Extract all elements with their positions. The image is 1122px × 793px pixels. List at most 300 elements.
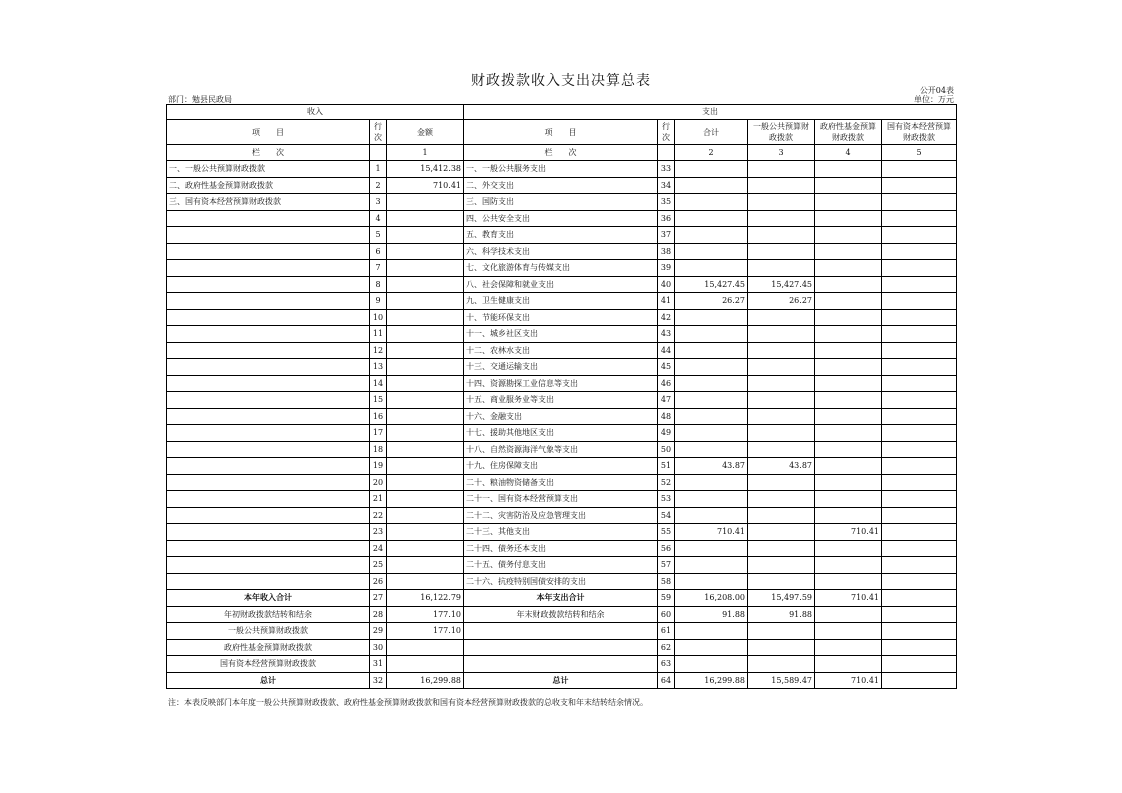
income-amount-cell — [387, 243, 464, 260]
expense-item-cell: 十六、金融支出 — [464, 408, 658, 425]
state-capital-cell — [882, 375, 957, 392]
expense-item-cell: 十一、城乡社区支出 — [464, 326, 658, 343]
table-row — [167, 606, 957, 623]
expense-rowno-cell: 55 — [658, 524, 675, 541]
lanci-label: 栏 次 — [167, 145, 370, 161]
total-cell — [675, 359, 748, 376]
income-amount-cell — [387, 260, 464, 277]
expense-rowno-cell: 61 — [658, 623, 675, 640]
expense-item-cell: 二十、粮油物资储备支出 — [464, 474, 658, 491]
total-cell — [675, 425, 748, 442]
table-row — [167, 573, 957, 590]
total-cell: 91.88 — [675, 606, 748, 623]
expense-item-cell: 十九、住房保障支出 — [464, 458, 658, 475]
expense-rowno-cell: 51 — [658, 458, 675, 475]
state-capital-cell — [882, 293, 957, 310]
total-header: 合计 — [675, 120, 748, 145]
general-budget-cell: 43.87 — [748, 458, 815, 475]
table-row — [167, 623, 957, 640]
income-item-cell: 总计 — [167, 672, 370, 689]
table-row — [167, 194, 957, 211]
income-rowno-cell: 18 — [370, 441, 387, 458]
income-amount-cell — [387, 441, 464, 458]
gov-fund-cell — [815, 474, 882, 491]
income-amount-cell — [387, 557, 464, 574]
income-item-cell — [167, 243, 370, 260]
total-cell — [675, 573, 748, 590]
expense-rowno-cell: 50 — [658, 441, 675, 458]
gov-fund-cell — [815, 326, 882, 343]
total-cell — [675, 474, 748, 491]
income-rowno-cell: 12 — [370, 342, 387, 359]
income-item-cell — [167, 557, 370, 574]
expense-rowno-cell: 44 — [658, 342, 675, 359]
total-cell — [675, 623, 748, 640]
state-capital-cell — [882, 656, 957, 673]
income-amount-cell — [387, 194, 464, 211]
income-amount-cell — [387, 293, 464, 310]
gov-fund-header: 政府性基金预算财政拨款 — [815, 120, 882, 145]
gov-fund-cell — [815, 491, 882, 508]
total-cell: 43.87 — [675, 458, 748, 475]
expense-item-cell: 年末财政拨款结转和结余 — [464, 606, 658, 623]
income-rowno-cell: 28 — [370, 606, 387, 623]
gov-fund-cell — [815, 458, 882, 475]
total-cell — [675, 375, 748, 392]
total-cell — [675, 408, 748, 425]
expense-item-cell: 十八、自然资源海洋气象等支出 — [464, 441, 658, 458]
table-row — [167, 441, 957, 458]
expense-header: 支出 — [464, 105, 957, 120]
general-budget-cell — [748, 359, 815, 376]
expense-item-cell: 十五、商业服务业等支出 — [464, 392, 658, 409]
expense-rowno-cell: 37 — [658, 227, 675, 244]
expense-rowno-cell: 53 — [658, 491, 675, 508]
total-cell — [675, 540, 748, 557]
total-cell — [675, 342, 748, 359]
table-row — [167, 342, 957, 359]
income-item-cell — [167, 524, 370, 541]
total-cell — [675, 491, 748, 508]
gov-fund-cell — [815, 656, 882, 673]
general-budget-cell — [748, 425, 815, 442]
income-item-cell — [167, 491, 370, 508]
state-capital-cell — [882, 540, 957, 557]
expense-rowno-header: 行次 — [658, 120, 675, 145]
income-item-cell — [167, 573, 370, 590]
income-rowno-cell: 3 — [370, 194, 387, 211]
expense-rowno-cell: 58 — [658, 573, 675, 590]
income-amount-cell — [387, 540, 464, 557]
gov-fund-cell — [815, 573, 882, 590]
gov-fund-cell — [815, 194, 882, 211]
state-capital-cell — [882, 425, 957, 442]
general-budget-cell — [748, 161, 815, 178]
table-row — [167, 672, 957, 689]
gov-fund-cell — [815, 425, 882, 442]
income-item-cell: 一、一般公共预算财政拨款 — [167, 161, 370, 178]
table-row — [167, 590, 957, 607]
table-row — [167, 309, 957, 326]
income-amount-cell: 177.10 — [387, 623, 464, 640]
gov-fund-cell — [815, 557, 882, 574]
expense-item-cell: 十七、援助其他地区支出 — [464, 425, 658, 442]
expense-item-cell: 十四、资源勘探工业信息等支出 — [464, 375, 658, 392]
income-amount-cell — [387, 573, 464, 590]
income-item-cell: 年初财政拨款结转和结余 — [167, 606, 370, 623]
income-rowno-header: 行次 — [370, 120, 387, 145]
general-budget-cell — [748, 557, 815, 574]
expense-rowno-cell: 41 — [658, 293, 675, 310]
income-item-cell: 国有资本经营预算财政拨款 — [167, 656, 370, 673]
gov-fund-cell — [815, 441, 882, 458]
income-item-cell — [167, 458, 370, 475]
general-budget-cell — [748, 474, 815, 491]
income-rowno-cell: 13 — [370, 359, 387, 376]
expense-rowno-cell: 60 — [658, 606, 675, 623]
general-budget-cell — [748, 408, 815, 425]
income-header: 收入 — [167, 105, 464, 120]
expense-item-cell — [464, 639, 658, 656]
general-budget-cell — [748, 623, 815, 640]
lanci-blank — [658, 145, 675, 161]
lanci-col1: 1 — [387, 145, 464, 161]
state-capital-cell — [882, 507, 957, 524]
general-budget-cell — [748, 309, 815, 326]
total-cell — [675, 260, 748, 277]
income-amount-cell: 710.41 — [387, 177, 464, 194]
income-item-cell — [167, 342, 370, 359]
expense-item-cell: 十三、交通运输支出 — [464, 359, 658, 376]
gov-fund-cell — [815, 540, 882, 557]
state-capital-cell — [882, 326, 957, 343]
state-capital-cell — [882, 524, 957, 541]
expense-rowno-cell: 46 — [658, 375, 675, 392]
income-amount-cell — [387, 507, 464, 524]
income-rowno-cell: 2 — [370, 177, 387, 194]
expense-item-cell: 总计 — [464, 672, 658, 689]
gov-fund-cell — [815, 639, 882, 656]
expense-rowno-cell: 38 — [658, 243, 675, 260]
income-amount-cell — [387, 639, 464, 656]
income-amount-cell: 177.10 — [387, 606, 464, 623]
income-amount-cell — [387, 425, 464, 442]
lanci-col5: 5 — [882, 145, 957, 161]
income-item-cell: 二、政府性基金预算财政拨款 — [167, 177, 370, 194]
general-budget-cell: 26.27 — [748, 293, 815, 310]
general-budget-cell: 91.88 — [748, 606, 815, 623]
table-row — [167, 161, 957, 178]
state-capital-cell — [882, 309, 957, 326]
income-item-cell: 三、国有资本经营预算财政拨款 — [167, 194, 370, 211]
total-cell: 16,299.88 — [675, 672, 748, 689]
income-item-cell: 一般公共预算财政拨款 — [167, 623, 370, 640]
gov-fund-cell — [815, 408, 882, 425]
income-amount-cell: 16,122.79 — [387, 590, 464, 607]
general-budget-cell — [748, 441, 815, 458]
gov-fund-cell: 710.41 — [815, 672, 882, 689]
income-item-cell — [167, 392, 370, 409]
expense-item-cell: 六、科学技术支出 — [464, 243, 658, 260]
total-cell: 15,427.45 — [675, 276, 748, 293]
expense-item-cell: 四、公共安全支出 — [464, 210, 658, 227]
gov-fund-cell — [815, 293, 882, 310]
income-item-cell — [167, 425, 370, 442]
income-rowno-cell: 5 — [370, 227, 387, 244]
general-budget-cell — [748, 243, 815, 260]
gov-fund-cell — [815, 243, 882, 260]
table-row — [167, 326, 957, 343]
table-row — [167, 293, 957, 310]
expense-rowno-cell: 36 — [658, 210, 675, 227]
table-row — [167, 507, 957, 524]
expense-item-cell: 十二、农林水支出 — [464, 342, 658, 359]
state-capital-cell — [882, 606, 957, 623]
expense-item-cell: 五、教育支出 — [464, 227, 658, 244]
income-rowno-cell: 4 — [370, 210, 387, 227]
total-cell — [675, 309, 748, 326]
gov-fund-cell — [815, 606, 882, 623]
state-capital-cell — [882, 359, 957, 376]
gov-fund-cell — [815, 375, 882, 392]
gov-fund-cell: 710.41 — [815, 590, 882, 607]
income-item-cell — [167, 227, 370, 244]
table-row — [167, 474, 957, 491]
income-rowno-cell: 22 — [370, 507, 387, 524]
total-cell — [675, 210, 748, 227]
total-cell — [675, 227, 748, 244]
total-cell — [675, 507, 748, 524]
table-row — [167, 260, 957, 277]
income-rowno-cell: 30 — [370, 639, 387, 656]
income-rowno-cell: 25 — [370, 557, 387, 574]
lanci-col3: 3 — [748, 145, 815, 161]
income-amount-cell — [387, 375, 464, 392]
expense-rowno-cell: 40 — [658, 276, 675, 293]
expense-rowno-cell: 49 — [658, 425, 675, 442]
total-cell — [675, 639, 748, 656]
general-budget-cell — [748, 194, 815, 211]
income-rowno-cell: 15 — [370, 392, 387, 409]
total-cell — [675, 243, 748, 260]
income-amount-cell — [387, 392, 464, 409]
table-row — [167, 524, 957, 541]
table-row — [167, 375, 957, 392]
expense-item-cell: 十、节能环保支出 — [464, 309, 658, 326]
income-rowno-cell: 31 — [370, 656, 387, 673]
total-cell — [675, 656, 748, 673]
income-item-header: 项 目 — [167, 120, 370, 145]
income-item-cell: 政府性基金预算财政拨款 — [167, 639, 370, 656]
unit-label: 单位：万元 — [914, 95, 954, 104]
income-amount-cell — [387, 342, 464, 359]
state-capital-cell — [882, 639, 957, 656]
state-capital-cell — [882, 408, 957, 425]
income-rowno-cell: 11 — [370, 326, 387, 343]
table-row — [167, 557, 957, 574]
income-item-cell — [167, 293, 370, 310]
state-capital-cell — [882, 227, 957, 244]
expense-item-cell: 二十五、债务付息支出 — [464, 557, 658, 574]
income-rowno-cell: 7 — [370, 260, 387, 277]
general-budget-cell — [748, 260, 815, 277]
expense-rowno-cell: 57 — [658, 557, 675, 574]
total-cell — [675, 326, 748, 343]
state-capital-cell — [882, 474, 957, 491]
table-row — [167, 243, 957, 260]
income-item-cell — [167, 474, 370, 491]
state-capital-header: 国有资本经营预算财政拨款 — [882, 120, 957, 145]
gov-fund-cell — [815, 161, 882, 178]
income-amount-cell — [387, 474, 464, 491]
gov-fund-cell — [815, 359, 882, 376]
total-cell — [675, 557, 748, 574]
income-amount-cell — [387, 491, 464, 508]
income-item-cell — [167, 507, 370, 524]
income-item-cell — [167, 326, 370, 343]
state-capital-cell — [882, 590, 957, 607]
total-cell: 16,208.00 — [675, 590, 748, 607]
state-capital-cell — [882, 458, 957, 475]
general-budget-cell — [748, 524, 815, 541]
expense-rowno-cell: 52 — [658, 474, 675, 491]
gov-fund-cell — [815, 507, 882, 524]
general-budget-cell — [748, 639, 815, 656]
income-amount-cell — [387, 458, 464, 475]
lanci-col2: 2 — [675, 145, 748, 161]
table-row — [167, 408, 957, 425]
income-amount-cell: 15,412.38 — [387, 161, 464, 178]
gov-fund-cell — [815, 227, 882, 244]
amount-header: 金额 — [387, 120, 464, 145]
income-rowno-cell: 14 — [370, 375, 387, 392]
income-amount-cell — [387, 210, 464, 227]
page-title: 财政拨款收入支出决算总表 — [471, 73, 651, 89]
expense-item-cell — [464, 656, 658, 673]
income-item-cell — [167, 210, 370, 227]
table-row — [167, 392, 957, 409]
state-capital-cell — [882, 260, 957, 277]
income-rowno-cell: 19 — [370, 458, 387, 475]
state-capital-cell — [882, 392, 957, 409]
table-row — [167, 276, 957, 293]
general-budget-cell — [748, 491, 815, 508]
gov-fund-cell — [815, 623, 882, 640]
expense-rowno-cell: 63 — [658, 656, 675, 673]
income-rowno-cell: 10 — [370, 309, 387, 326]
expense-item-header: 项 目 — [464, 120, 658, 145]
expense-rowno-cell: 39 — [658, 260, 675, 277]
expense-rowno-cell: 56 — [658, 540, 675, 557]
state-capital-cell — [882, 557, 957, 574]
income-item-cell — [167, 441, 370, 458]
expense-item-cell: 本年支出合计 — [464, 590, 658, 607]
state-capital-cell — [882, 276, 957, 293]
general-budget-cell — [748, 326, 815, 343]
general-budget-cell — [748, 375, 815, 392]
income-amount-cell — [387, 524, 464, 541]
lanci-col4: 4 — [815, 145, 882, 161]
gov-fund-cell — [815, 392, 882, 409]
income-item-cell — [167, 309, 370, 326]
income-item-cell — [167, 408, 370, 425]
expense-rowno-cell: 34 — [658, 177, 675, 194]
state-capital-cell — [882, 573, 957, 590]
expense-item-cell: 二十六、抗疫特别国债安排的支出 — [464, 573, 658, 590]
income-rowno-cell: 21 — [370, 491, 387, 508]
table-row — [167, 359, 957, 376]
expense-rowno-cell: 47 — [658, 392, 675, 409]
state-capital-cell — [882, 177, 957, 194]
department-label: 部门：勉县民政局 — [168, 95, 232, 104]
table-row — [167, 210, 957, 227]
lanci-label: 栏 次 — [464, 145, 658, 161]
expense-item-cell: 三、国防支出 — [464, 194, 658, 211]
income-rowno-cell: 20 — [370, 474, 387, 491]
gov-fund-cell: 710.41 — [815, 524, 882, 541]
state-capital-cell — [882, 441, 957, 458]
income-rowno-cell: 16 — [370, 408, 387, 425]
income-item-cell — [167, 375, 370, 392]
general-budget-cell — [748, 656, 815, 673]
income-rowno-cell: 9 — [370, 293, 387, 310]
state-capital-cell — [882, 243, 957, 260]
total-cell: 710.41 — [675, 524, 748, 541]
general-budget-cell — [748, 507, 815, 524]
total-cell — [675, 392, 748, 409]
expense-rowno-cell: 33 — [658, 161, 675, 178]
expense-item-cell: 二十二、灾害防治及应急管理支出 — [464, 507, 658, 524]
expense-item-cell: 九、卫生健康支出 — [464, 293, 658, 310]
general-budget-cell — [748, 573, 815, 590]
expense-item-cell — [464, 623, 658, 640]
income-amount-cell — [387, 359, 464, 376]
general-budget-cell — [748, 392, 815, 409]
expense-item-cell: 七、文化旅游体育与传媒支出 — [464, 260, 658, 277]
gov-fund-cell — [815, 177, 882, 194]
state-capital-cell — [882, 342, 957, 359]
expense-rowno-cell: 45 — [658, 359, 675, 376]
income-item-cell — [167, 359, 370, 376]
general-budget-cell: 15,427.45 — [748, 276, 815, 293]
expense-item-cell: 二、外交支出 — [464, 177, 658, 194]
income-rowno-cell: 8 — [370, 276, 387, 293]
expense-rowno-cell: 59 — [658, 590, 675, 607]
table-row — [167, 177, 957, 194]
gov-fund-cell — [815, 276, 882, 293]
income-amount-cell — [387, 326, 464, 343]
income-rowno-cell: 17 — [370, 425, 387, 442]
state-capital-cell — [882, 623, 957, 640]
expense-item-cell: 二十三、其他支出 — [464, 524, 658, 541]
table-row — [167, 656, 957, 673]
general-budget-cell — [748, 210, 815, 227]
table-row — [167, 227, 957, 244]
expense-rowno-cell: 62 — [658, 639, 675, 656]
expense-rowno-cell: 43 — [658, 326, 675, 343]
state-capital-cell — [882, 672, 957, 689]
income-rowno-cell: 29 — [370, 623, 387, 640]
expense-rowno-cell: 42 — [658, 309, 675, 326]
table-row — [167, 639, 957, 656]
expense-rowno-cell: 54 — [658, 507, 675, 524]
expense-item-cell: 一、一般公共服务支出 — [464, 161, 658, 178]
income-rowno-cell: 1 — [370, 161, 387, 178]
budget-table — [166, 104, 957, 689]
total-cell — [675, 441, 748, 458]
income-amount-cell — [387, 656, 464, 673]
income-amount-cell — [387, 408, 464, 425]
